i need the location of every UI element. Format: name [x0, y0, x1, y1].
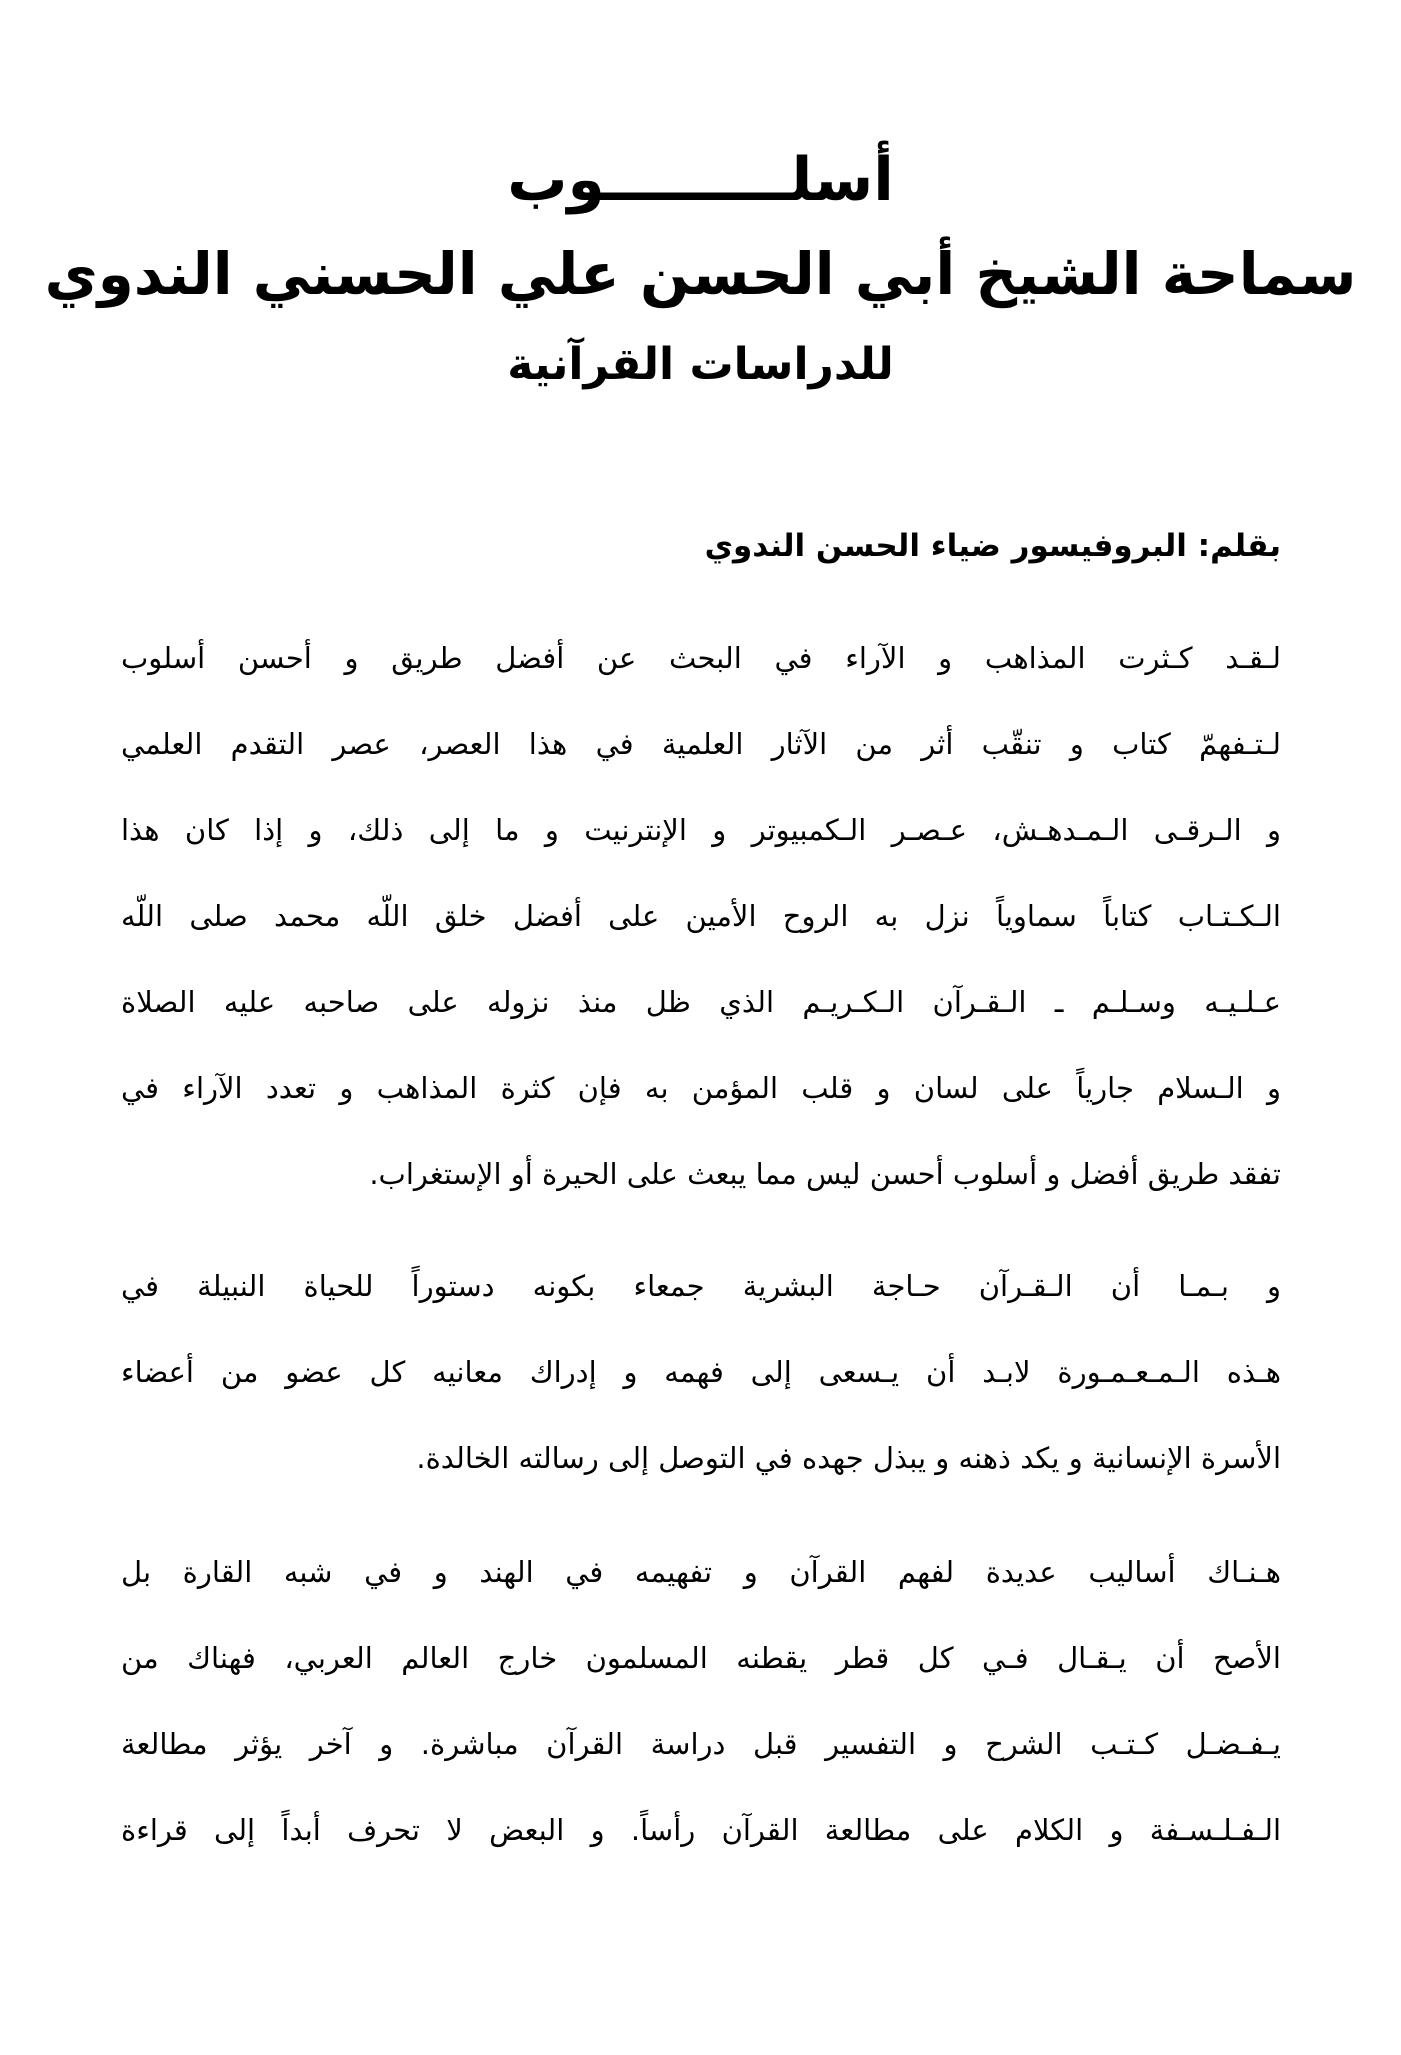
title-line-3: للدراسات القرآنية	[507, 339, 894, 390]
paragraph-line: عـلـيـه وسـلـم ـ الـقـرآن الـكـريـم الذي ظل منذ نزوله على صاحبه عليه الصلاة	[121, 985, 1281, 1019]
paragraph-line: يـفـضـل كـتـب الشرح و التفسير قبل دراسة القرآن مباشرة. و آخر يؤثر مطالعة	[121, 1727, 1281, 1761]
title-line-1: أسلـــــــــوب	[507, 145, 894, 215]
paragraph-line: لـقـد كـثرت المذاهب و الآراء في البحث عن أفضل طريق و أحسن أسلوب	[121, 641, 1281, 675]
paragraph-line: هـذه الـمـعـمـورة لابـد أن يـسعى إلى فهمه و إدراك معانيه كل عضو من أعضاء	[121, 1355, 1281, 1389]
paragraph-line: الـفـلـسـفة و الكلام على مطالعة القرآن رأساً. و البعض لا تحرف أبداً إلى قراءة	[121, 1813, 1281, 1847]
paragraph-line: الأسرة الإنسانية و يكد ذهنه و يبذل جهده في التوصل إلى رسالته الخالدة.	[416, 1441, 1281, 1475]
title-line-2: سماحة الشيخ أبي الحسن علي الحسني الندوي	[44, 240, 1357, 308]
paragraph-line: الأصح أن يـقـال فـي كل قطر يقطنه المسلمون خارج العالم العربي، فهناك من	[121, 1641, 1281, 1675]
author-byline: بقلم: البروفيسور ضياء الحسن الندوي	[704, 528, 1281, 564]
paragraph-line: و بـمـا أن الـقـرآن حـاجة البشرية جمعاء بكونه دستوراً للحياة النبيلة في	[121, 1269, 1281, 1303]
paragraph-line: الـكـتـاب كتاباً سماوياً نزل به الروح الأمين على أفضل خلق اللّه محمد صلى اللّه	[121, 899, 1281, 933]
paragraph-line: تفقد طريق أفضل و أسلوب أحسن ليس مما يبعث على الحيرة أو الإستغراب.	[369, 1157, 1281, 1191]
paragraph-line: لـتـفهمّ كتاب و تنقّب أثر من الآثار العلمية في هذا العصر، عصر التقدم العلمي	[121, 727, 1281, 761]
paragraph-line: هـنـاك أساليب عديدة لفهم القرآن و تفهيمه في الهند و في شبه القارة بل	[121, 1555, 1281, 1589]
paragraph-line: و الـرقـى الـمـدهـش، عـصـر الـكمبيوتر و الإنترنيت و ما إلى ذلك، و إذا كان هذا	[121, 813, 1281, 847]
paragraph-line: و الـسلام جارياً على لسان و قلب المؤمن به فإن كثرة المذاهب و تعدد الآراء في	[121, 1071, 1281, 1105]
